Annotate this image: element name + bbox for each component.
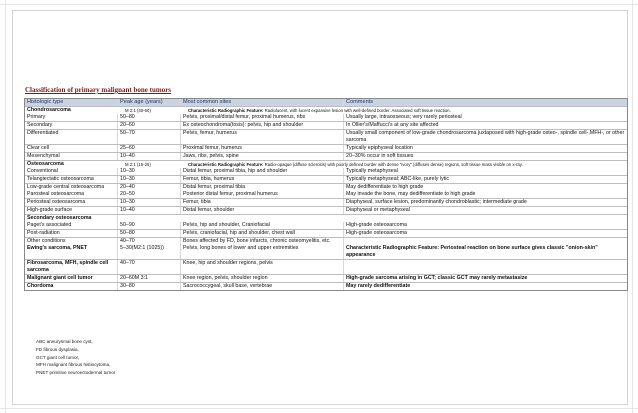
cell-histologic-type: Other conditions	[27, 238, 66, 244]
table-row	[25, 144, 627, 152]
cell-histologic-type: Primary	[27, 114, 46, 120]
chondrosarcoma-heading-row	[25, 106, 627, 114]
cell-common-sites: Femur, tibia	[180, 199, 343, 206]
cell-comments: May invade the bone, may dedifferentiate to high grade	[343, 191, 627, 198]
cell-peak-age: 25–60	[117, 145, 180, 152]
cell-common-sites: Knee region, pelvis, shoulder region	[180, 275, 343, 282]
table-header-row	[25, 99, 627, 106]
table-row	[25, 245, 627, 259]
table-row	[25, 191, 627, 198]
table-row	[25, 229, 627, 237]
table-row	[25, 259, 627, 274]
cell-common-sites: Pelvis, proximal/distal femur, proximal humerus, ribs	[180, 114, 343, 121]
cell-common-sites: Pelvis, long bones of lower and upper extremities	[180, 245, 343, 259]
abbreviation-list	[36, 338, 115, 377]
cell-comments: 20–30% occur in soft tissues	[343, 153, 627, 160]
column-header-comments: Comments	[343, 99, 627, 106]
abbreviation-item: GCT giant cell tumor,	[36, 354, 80, 360]
table-row	[25, 222, 627, 229]
cell-comments: Characteristic Radiographic Feature: Periosteal reaction on bone surface gives classic "onion-skin" appearance	[343, 245, 627, 259]
cell-common-sites: Knee, hip and shoulder regions, pelvis	[180, 260, 343, 274]
cell-common-sites: Sacrococcygeal, skull base, vertebrae	[180, 283, 343, 290]
osteosarcoma-heading-row	[25, 160, 627, 168]
secondary-osteosarcoma-rows	[25, 222, 627, 245]
cell-peak-age: 20–60	[117, 122, 180, 129]
cell-common-sites: Distal femur, shoulder	[180, 207, 343, 214]
cell-peak-age: 10–30	[117, 199, 180, 206]
table-row	[25, 198, 627, 206]
table-row	[25, 114, 627, 121]
osteosarcoma-rows	[25, 168, 627, 191]
abbreviation-item: MFH malignant fibrous histiocytoma,	[36, 362, 111, 368]
table-row	[25, 121, 627, 129]
cell-histologic-type: Telangiectatic osteosarcoma	[27, 176, 94, 182]
cell-histologic-type: Chordoma	[27, 283, 54, 289]
secondary-osteosarcoma-label: Secondary osteosarcoma	[27, 215, 92, 221]
cell-common-sites: Posterior distal femur, proximal humerus	[180, 191, 343, 198]
cell-comments: May rarely dedifferentiate	[343, 283, 627, 290]
table-row	[25, 152, 627, 160]
cell-histologic-type: Periosteal osteosarcoma	[27, 199, 86, 205]
cell-peak-age: 10–40	[117, 207, 180, 214]
frame-line-right	[632, 0, 633, 413]
cell-histologic-type: Malignant giant cell tumor	[27, 275, 93, 281]
cell-common-sites: Proximal femur, humerus	[180, 145, 343, 152]
abbreviation-item: PNET primitive neuroectodermal tumor	[36, 370, 116, 376]
cell-comments	[343, 260, 627, 274]
cell-comments: Typically metaphyseal	[343, 168, 627, 175]
column-header-type: Histologic type	[27, 99, 64, 105]
osteosarcoma-radiographic-note	[180, 161, 627, 168]
cell-peak-age: 20–60M 3:1	[117, 275, 180, 282]
document-title: Classification of primary malignant bone tumors	[25, 86, 172, 94]
osteosarcoma-ratio: M 2:1 (15-25)	[125, 162, 151, 167]
cell-histologic-type: Parosteal osteosarcoma	[27, 191, 85, 197]
table-row	[25, 282, 627, 290]
abbreviation-item: FD fibrous dysplasia,	[36, 346, 79, 352]
cell-histologic-type: High-grade surface	[27, 207, 73, 213]
chondrosarcoma-rows	[25, 114, 627, 160]
feature-label: Characteristic Radiographic Feature:	[188, 108, 264, 113]
column-header-sites: Most common sites	[180, 99, 343, 106]
cell-peak-age: 10–40	[117, 153, 180, 160]
cell-peak-age: 20–40	[117, 184, 180, 191]
chondrosarcoma-radiographic-note	[180, 107, 627, 114]
feature-label: Characteristic Radiographic Feature:	[188, 162, 264, 167]
cell-peak-age: 5–30(M2:1 (1025))	[117, 245, 180, 259]
table-row	[25, 168, 627, 175]
cell-peak-age: 50–80	[117, 230, 180, 237]
cell-histologic-type: Secondary	[27, 122, 53, 128]
frame-line-bottom	[0, 408, 638, 409]
cell-peak-age: 40–70	[117, 260, 180, 274]
cell-common-sites: Jaws, ribs, pelvis, spine	[180, 153, 343, 160]
cell-common-sites: Pelvis, craniofacial, hip and shoulder, chest wall	[180, 230, 343, 237]
cell-comments: Diaphyseal or metaphyseal	[343, 207, 627, 214]
cell-histologic-type: Conventional	[27, 168, 58, 174]
cell-peak-age: 10–30	[117, 176, 180, 183]
chondrosarcoma-name: Chondrosarcoma	[27, 107, 71, 113]
frame-line-top	[0, 4, 638, 5]
table-row	[25, 274, 627, 282]
cell-histologic-type: Paget's associated	[27, 222, 72, 228]
cell-comments: High-grade osteosarcoma	[343, 222, 627, 229]
table-row	[25, 129, 627, 144]
empty-cell	[117, 215, 627, 222]
cell-comments: Usually large, intraosseous; very rarely periosteal	[343, 114, 627, 121]
frame-line-left	[5, 0, 6, 413]
cell-peak-age: 50–70	[117, 130, 180, 144]
osteosarcoma-name: Osteosarcoma	[27, 161, 64, 167]
chondrosarcoma-ratio: M 2:1 (40-60)	[125, 108, 151, 113]
cell-histologic-type: Low-grade central osteosarcoma	[27, 184, 105, 190]
other-tumor-rows	[25, 245, 627, 290]
table-row	[25, 206, 627, 214]
feature-text: Radio-opaque (diffuse sclerosis) with poorly defined border with dense "ivory" (diffuses dense) regions, soft tissue mass visible on x-ray.	[264, 162, 523, 167]
cell-comments: High-grade osteosarcoma	[343, 230, 627, 237]
cell-comments: May dedifferentiate to high grade	[343, 184, 627, 191]
tumor-classification-table	[24, 98, 628, 291]
cell-common-sites: Ex osteochondroma(tosis): pelvis, hip and shoulder	[180, 122, 343, 129]
cell-peak-age: 50–80	[117, 114, 180, 121]
cell-peak-age: 40–70	[117, 238, 180, 245]
cell-common-sites: Femur, tibia, humerus	[180, 176, 343, 183]
cell-peak-age: 30–80	[117, 283, 180, 290]
table-row	[25, 237, 627, 245]
cell-peak-age: 20–50	[117, 191, 180, 198]
cell-histologic-type: Clear cell	[27, 145, 50, 151]
cell-comments	[343, 238, 627, 245]
cell-histologic-type: Fibrosarcoma, MFH, spindle cell sarcoma	[27, 260, 109, 273]
feature-text: Radiolucent, with lucent expansive lesion with well-defined border. Associated soft tissue reaction.	[264, 108, 451, 113]
column-header-age: Peak age (years)	[117, 99, 180, 106]
cell-comments: Usually small component of low-grade chondrosarcoma juxtaposed with high-grade osteo-, spindle cell-,MFH-, or other sarcoma	[343, 130, 627, 144]
cell-peak-age: 10–30	[117, 168, 180, 175]
cell-common-sites: Pelvis, femur, humerus	[180, 130, 343, 144]
cell-common-sites: Distal femur, proximal tibia, hip and shoulder	[180, 168, 343, 175]
cell-comments: In Ollier's/Maffucci's at any site affected	[343, 122, 627, 129]
cell-common-sites: Distal femur, proximal tibia	[180, 184, 343, 191]
cell-histologic-type: Ewing's sarcoma, PNET	[27, 245, 88, 251]
cell-histologic-type: Mesenchymal	[27, 153, 60, 159]
cell-peak-age: 50–90	[117, 222, 180, 229]
cell-comments: Typically metaphyseal; ABC-like, purely lytic	[343, 176, 627, 183]
cell-comments: Typically epiphyseal location	[343, 145, 627, 152]
table-row	[25, 175, 627, 183]
cell-histologic-type: Post-radiation	[27, 230, 60, 236]
table-row	[25, 183, 627, 191]
abbreviation-item: ABC aneurysmal bone cyst,	[36, 339, 93, 344]
secondary-osteosarcoma-heading-row	[25, 214, 627, 222]
cell-comments: Diaphyseal, surface lesion, predominantly chondroblastic; intermediate grade	[343, 199, 627, 206]
cell-common-sites: Bones affected by FD, bone infarcts, chronic osteomyelitis, etc.	[180, 238, 343, 245]
surface-osteosarcoma-rows	[25, 191, 627, 214]
cell-common-sites: Pelvis, hip and shoulder, Craniofacial	[180, 222, 343, 229]
cell-histologic-type: Differentiated	[27, 130, 59, 136]
cell-comments: High-grade sarcoma arising in GCT; classic GCT may rarely metastasize	[343, 275, 627, 282]
